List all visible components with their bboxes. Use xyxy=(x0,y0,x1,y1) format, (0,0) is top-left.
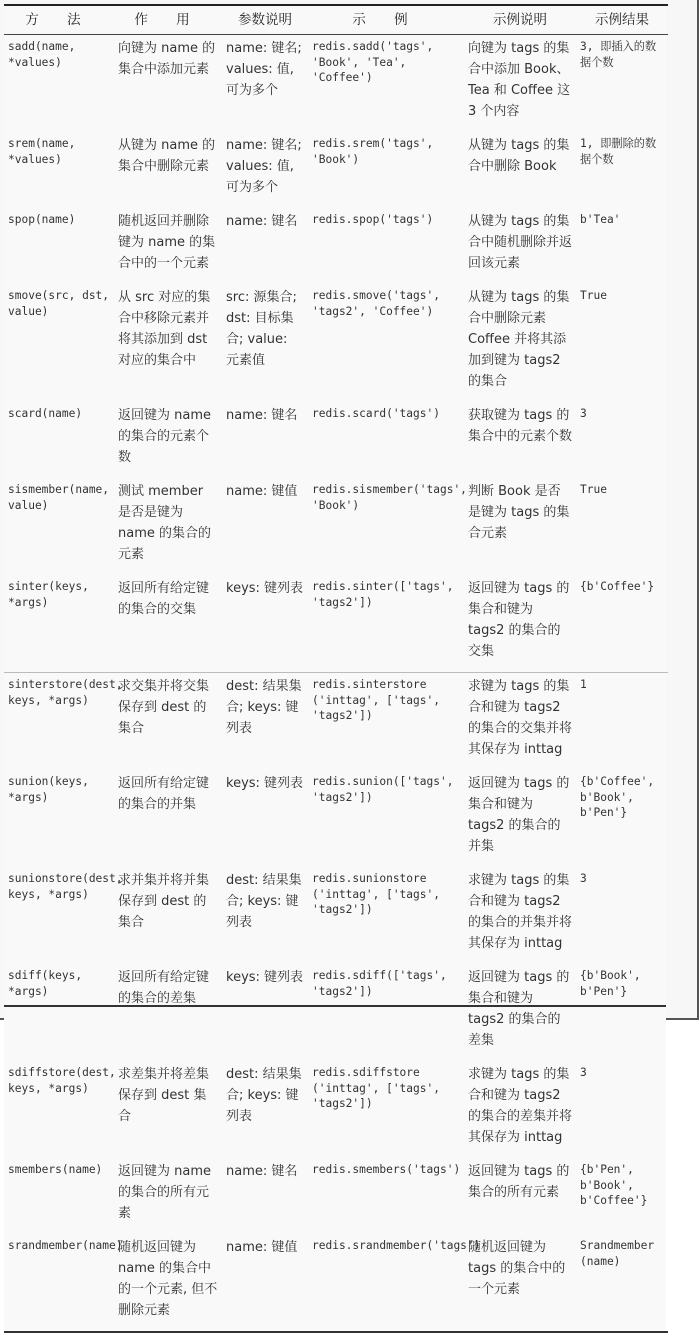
table-row xyxy=(4,1158,668,1234)
cell-example: redis.scard('tags') xyxy=(312,407,440,420)
cell-result: 3, 即插入的数据个数 xyxy=(580,40,657,69)
cell-method: scard(name) xyxy=(8,407,83,420)
cell-example: redis.sismember('tags', 'Book') xyxy=(312,483,467,512)
cell-params: dest: 结果集合; keys: 键列表 xyxy=(226,1067,302,1124)
cell-example: redis.sunion(['tags', 'tags2']) xyxy=(312,775,454,804)
cell-result: {b'Pen', b'Book', b'Coffee'} xyxy=(580,1163,648,1207)
cell-example: redis.sadd('tags', 'Book', 'Tea', 'Coffee') xyxy=(312,40,434,84)
cell-example: redis.sdiff(['tags', 'tags2']) xyxy=(312,969,447,998)
cell-result: True xyxy=(580,289,607,302)
cell-example-desc: 求键为 tags 的集合和键为 tags2 的集合的差集并将其保存为 inttag xyxy=(468,1067,573,1145)
cell-example-desc: 求键为 tags 的集合和键为 tags2 的集合的交集并将其保存为 inttag xyxy=(468,679,573,757)
cell-example: redis.sinter(['tags', 'tags2']) xyxy=(312,580,454,609)
cell-method: sinter(keys, *args) xyxy=(8,580,89,609)
header-params: 参数说明 xyxy=(238,12,292,28)
header-result: 示例结果 xyxy=(595,12,649,28)
cell-purpose: 返回键为 name 的集合的元素个数 xyxy=(118,408,211,465)
cell-method: smove(src, dst, value) xyxy=(8,289,110,318)
cell-purpose: 返回所有给定键的集合的差集 xyxy=(118,970,210,1006)
cell-purpose: 返回键为 name 的集合的所有元素 xyxy=(118,1164,211,1221)
cell-params: keys: 键列表 xyxy=(226,581,304,596)
cell-example-desc: 从键为 tags 的集合中删除元素 Coffee 并将其添加到键为 tags2 的集合 xyxy=(468,290,570,389)
cell-example-desc: 向键为 tags 的集合中添加 Book、Tea 和 Coffee 这 3 个内容 xyxy=(468,41,571,119)
cell-params: name: 键名 xyxy=(226,408,298,423)
table-row xyxy=(4,132,668,208)
cell-example: redis.srem('tags', 'Book') xyxy=(312,137,434,166)
header-purpose: 作 用 xyxy=(134,12,202,28)
cell-method: sunion(keys, *args) xyxy=(8,775,89,804)
cell-method: srem(name, *values) xyxy=(8,137,76,166)
table-row xyxy=(4,478,668,575)
header-example-desc: 示例说明 xyxy=(493,12,547,28)
cell-method: spop(name) xyxy=(8,213,76,226)
redis-set-methods-table xyxy=(4,4,668,1333)
table-row xyxy=(4,1061,668,1158)
cell-example: redis.smove('tags', 'tags2', 'Coffee') xyxy=(312,289,440,318)
cell-method: sadd(name, *values) xyxy=(8,40,76,69)
cell-result: 3 xyxy=(580,407,587,420)
cell-params: name: 键名 xyxy=(226,214,298,229)
cell-example: redis.srandmember('tags') xyxy=(312,1239,481,1252)
cell-method: sunionstore(dest, keys, *args) xyxy=(8,872,123,901)
cell-example-desc: 返回键为 tags 的集合和键为 tags2 的集合的并集 xyxy=(468,776,570,854)
cell-purpose: 从 src 对应的集合中移除元素并将其添加到 dst 对应的集合中 xyxy=(118,290,211,368)
table-row xyxy=(4,284,668,402)
cell-result: {b'Coffee', b'Book', b'Pen'} xyxy=(580,775,655,819)
cell-result: {b'Coffee'} xyxy=(580,580,655,593)
cell-result: 3 xyxy=(580,1066,587,1079)
cell-method: smembers(name) xyxy=(8,1163,103,1176)
cell-example-desc: 从键为 tags 的集合中删除 Book xyxy=(468,138,570,174)
cell-example: redis.sinterstore ('inttag', ['tags', 'tags2']) xyxy=(312,678,440,722)
cell-example-desc: 返回键为 tags 的集合和键为 tags2 的集合的交集 xyxy=(468,581,570,659)
header-example: 示 例 xyxy=(352,12,420,28)
cell-params: name: 键值 xyxy=(226,484,298,499)
cell-example-desc: 求键为 tags 的集合和键为 tags2 的集合的并集并将其保存为 inttag xyxy=(468,873,573,951)
table-row xyxy=(4,867,668,964)
table-row xyxy=(4,770,668,867)
header-method: 方 法 xyxy=(25,12,93,28)
cell-method: sdiff(keys, *args) xyxy=(8,969,83,998)
cell-purpose: 随机返回并删除键为 name 的集合中的一个元素 xyxy=(118,214,216,271)
cell-example-desc: 随机返回键为 tags 的集合中的一个元素 xyxy=(468,1240,566,1297)
table-row xyxy=(4,575,668,673)
table-row xyxy=(4,402,668,478)
cell-result: b'Tea' xyxy=(580,213,621,226)
cell-purpose: 测试 member 是否是键为 name 的集合的元素 xyxy=(118,484,211,562)
cell-params: dest: 结果集合; keys: 键列表 xyxy=(226,873,302,930)
cell-example-desc: 判断 Book 是否是键为 tags 的集合元素 xyxy=(468,484,570,541)
cell-method: sdiffstore(dest, keys, *args) xyxy=(8,1066,116,1095)
table-row xyxy=(4,35,668,133)
cell-result: {b'Book', b'Pen'} xyxy=(580,969,641,998)
cell-purpose: 从键为 name 的集合中删除元素 xyxy=(118,138,216,174)
table-row xyxy=(4,1234,668,1332)
cell-example: redis.sunionstore ('inttag', ['tags', 'tags2']) xyxy=(312,872,440,916)
table-row xyxy=(4,964,668,1061)
cell-params: keys: 键列表 xyxy=(226,776,304,791)
cell-params: name: 键名; values: 值, 可为多个 xyxy=(226,41,302,98)
cell-method: sismember(name, value) xyxy=(8,483,110,512)
cell-params: name: 键值 xyxy=(226,1240,298,1255)
cell-result: 1, 即删除的数据个数 xyxy=(580,137,657,166)
cell-purpose: 求差集并将差集保存到 dest 集合 xyxy=(118,1067,210,1124)
cell-params: dest: 结果集合; keys: 键列表 xyxy=(226,679,302,736)
table-row xyxy=(4,673,668,771)
cell-method: srandmember(name) xyxy=(8,1239,123,1252)
cell-example-desc: 返回键为 tags 的集合和键为 tags2 的集合的差集 xyxy=(468,970,570,1048)
cell-result: 3 xyxy=(580,872,587,885)
cell-example: redis.smembers('tags') xyxy=(312,1163,461,1176)
cell-example-desc: 获取键为 tags 的集合中的元素个数 xyxy=(468,408,573,444)
cell-method: sinterstore(dest, keys, *args) xyxy=(8,678,123,707)
cell-result: Srandmember (name) xyxy=(580,1239,655,1268)
table-bottom-rule xyxy=(4,1005,666,1007)
cell-result: True xyxy=(580,483,607,496)
cell-params: src: 源集合; dst: 目标集合; value: 元素值 xyxy=(226,290,297,368)
cell-example-desc: 返回键为 tags 的集合的所有元素 xyxy=(468,1164,570,1200)
cell-purpose: 求交集并将交集保存到 dest 的集合 xyxy=(118,679,210,736)
table-row xyxy=(4,208,668,284)
cell-example: redis.sdiffstore ('inttag', ['tags', 'tags2']) xyxy=(312,1066,440,1110)
cell-example-desc: 从键为 tags 的集合中随机删除并返回该元素 xyxy=(468,214,573,271)
cell-purpose: 求并集并将并集保存到 dest 的集合 xyxy=(118,873,210,930)
cell-purpose: 返回所有给定键的集合的并集 xyxy=(118,776,210,812)
cell-example: redis.spop('tags') xyxy=(312,213,434,226)
cell-result: 1 xyxy=(580,678,587,691)
document-page xyxy=(4,4,666,1333)
table-header-row xyxy=(4,5,668,35)
cell-purpose: 返回所有给定键的集合的交集 xyxy=(118,581,210,617)
cell-purpose: 向键为 name 的集合中添加元素 xyxy=(118,41,216,77)
cell-params: name: 键名; values: 值, 可为多个 xyxy=(226,138,302,195)
cell-params: name: 键名 xyxy=(226,1164,298,1179)
cell-params: keys: 键列表 xyxy=(226,970,304,985)
cell-purpose: 随机返回键为 name 的集合中的一个元素, 但不删除元素 xyxy=(118,1240,218,1318)
